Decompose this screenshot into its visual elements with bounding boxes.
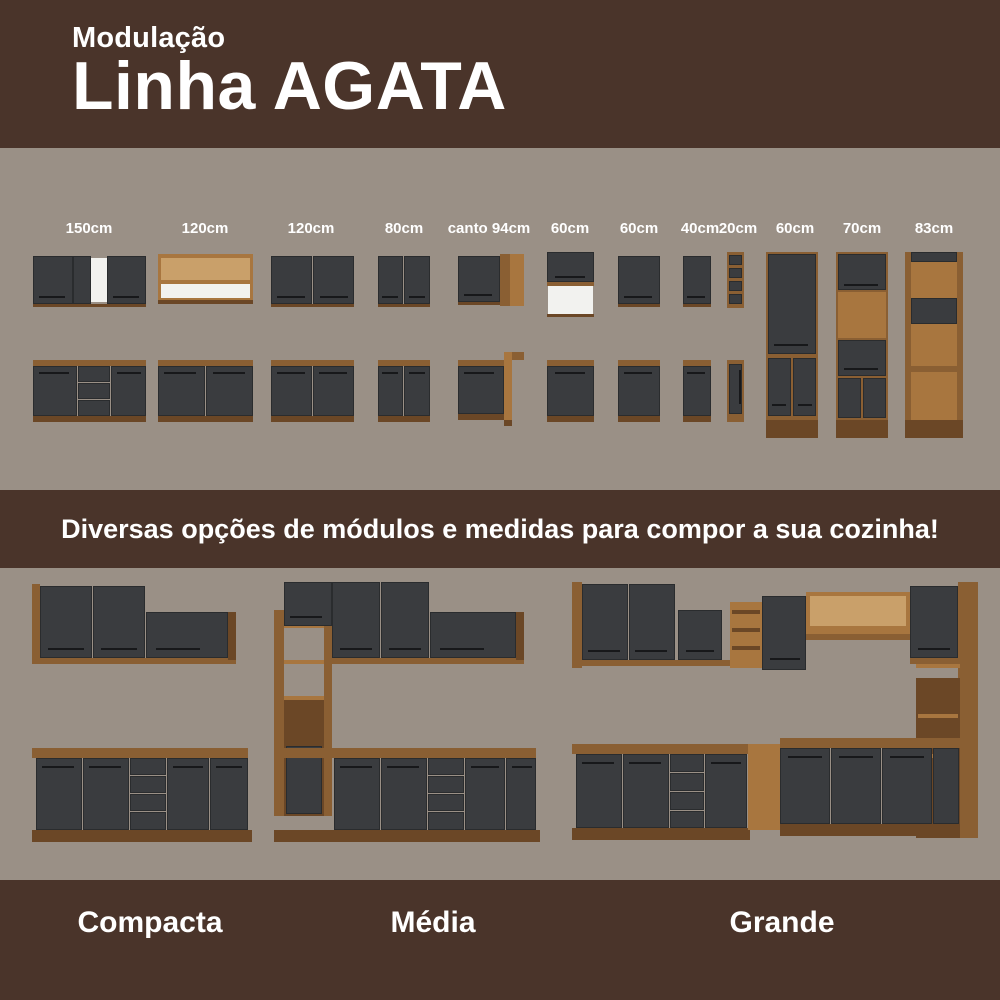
module-size-label: 40cm bbox=[680, 220, 720, 237]
module-wall-60-niche bbox=[547, 252, 594, 316]
module-base-120b bbox=[271, 360, 354, 422]
module-wall-150 bbox=[33, 256, 146, 304]
module-size-label: 20cm bbox=[718, 220, 758, 237]
kitchen-compacta bbox=[16, 568, 266, 858]
header-subtitle: Modulação bbox=[72, 22, 226, 54]
kitchen-name-media: Média bbox=[390, 906, 476, 939]
module-base-80 bbox=[378, 360, 430, 422]
module-base-20 bbox=[727, 360, 744, 422]
module-base-60b bbox=[618, 360, 660, 422]
module-size-label: 60cm bbox=[550, 220, 590, 237]
module-base-150 bbox=[33, 360, 146, 422]
module-wall-80 bbox=[378, 256, 430, 304]
module-wall-40 bbox=[683, 256, 711, 304]
module-size-label: 120cm bbox=[287, 220, 335, 237]
module-size-label: canto 94cm bbox=[447, 220, 531, 237]
module-size-label: 70cm bbox=[842, 220, 882, 237]
tagline-banner bbox=[0, 490, 1000, 568]
module-wall-corner-94 bbox=[458, 254, 524, 306]
module-wall-20-shelf bbox=[727, 252, 744, 308]
module-size-label: 150cm bbox=[65, 220, 113, 237]
module-base-60a bbox=[547, 360, 594, 422]
module-size-label: 83cm bbox=[914, 220, 954, 237]
header-banner bbox=[0, 0, 1000, 148]
module-size-label: 60cm bbox=[619, 220, 659, 237]
kitchen-name-compacta: Compacta bbox=[77, 906, 223, 939]
header-title: Linha AGATA bbox=[72, 48, 507, 124]
module-size-label: 120cm bbox=[181, 220, 229, 237]
module-base-corner-94 bbox=[458, 352, 524, 428]
kitchen-name-grande: Grande bbox=[729, 906, 835, 939]
module-wall-60 bbox=[618, 256, 660, 304]
module-base-40 bbox=[683, 360, 711, 422]
module-size-label: 60cm bbox=[775, 220, 815, 237]
kitchens-band bbox=[0, 568, 1000, 880]
module-base-120a bbox=[158, 360, 253, 422]
module-tall-70 bbox=[836, 252, 888, 438]
tagline-text: Diversas opções de módulos e medidas para compor a sua cozinha! bbox=[61, 513, 939, 544]
kitchen-grande bbox=[566, 568, 984, 858]
kitchen-media bbox=[268, 568, 568, 858]
modules-band bbox=[0, 148, 1000, 490]
module-wall-120 bbox=[271, 256, 354, 304]
module-tall-60 bbox=[766, 252, 818, 438]
module-size-label: 80cm bbox=[384, 220, 424, 237]
footer-banner bbox=[0, 880, 1000, 1000]
module-tall-83 bbox=[905, 252, 963, 438]
module-wall-120-glass bbox=[158, 254, 253, 304]
